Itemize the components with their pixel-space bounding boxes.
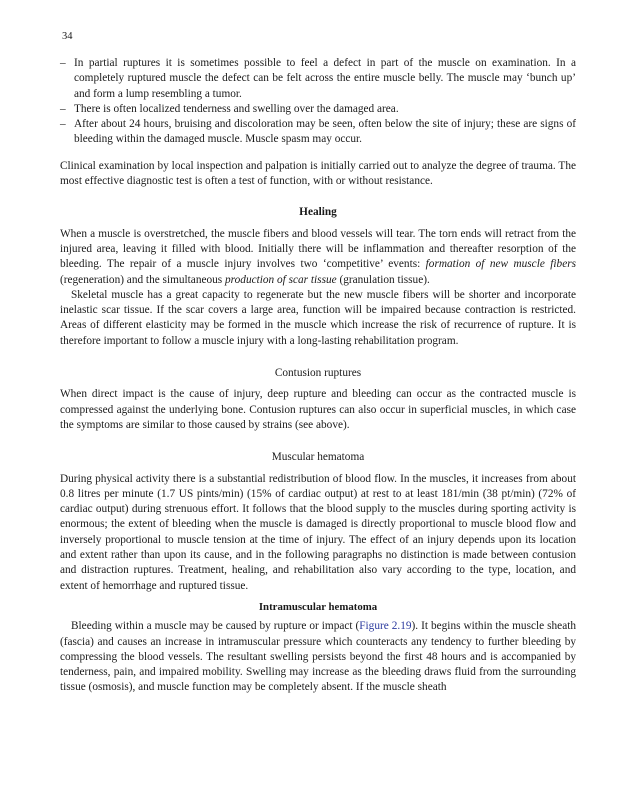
bullet-dash: – xyxy=(60,118,66,131)
section-heading-intramuscular: Intramuscular hematoma xyxy=(258,600,378,613)
text-run: (regeneration) and the simultaneous xyxy=(60,273,226,286)
bullet-item-2 xyxy=(60,102,576,117)
text-run: ). It begins within the muscle sheath (fascia) and causes an increase in intramuscular pressure which counteracts any tendency to further bleeding by compressing the blood vessels. The resultant swelling persists beyond the first 48 hours and is accompanied by tenderness, pain, and impaired mobility. Swelling may increase as the bleeding draws fluid from the surrounding tissue (osmosis), and muscle function may be completely absent. If the muscle sheath xyxy=(60,620,576,694)
section-heading-hematoma: Muscular hematoma xyxy=(271,451,365,464)
text-run: When a muscle is overstretched, the muscle fibers and blood vessels will tear. The torn ends will retract from the injured area, leaving it filled with blood. Initially there will be inflammation and thereafter resorption of the bleeding. The repair of a muscle injury involves two ‘competitive’ events: xyxy=(60,227,576,271)
bullet-item-1 xyxy=(60,56,576,102)
bullet-dash: – xyxy=(60,57,66,69)
contusion-paragraph: When direct impact is the cause of injury, deep rupture and bleeding can occur as the contracted muscle is compressed against the underlying bone. Contusion ruptures can also occur in superficial muscles, in which case the symptoms are similar to those caused by strains (see above). xyxy=(60,388,576,431)
healing-paragraph-2: Skeletal muscle has a great capacity to regenerate but the new muscle fibers will be shorter and incorporate inelastic scar tissue. If the scar covers a large area, function will be impaired because contraction is restricted. Areas of different elasticity may be formed in the muscle which increase the risk of recurrence of rupture. It is therefore important to follow a muscle injury with a long-lasting rehabilitation program. xyxy=(60,288,576,347)
intramuscular-paragraph xyxy=(60,619,576,695)
text-run: (granulation tissue). xyxy=(336,273,430,286)
figure-link[interactable]: Figure 2.19 xyxy=(359,620,412,633)
section-heading-healing: Healing xyxy=(299,206,337,219)
bullet-dash: – xyxy=(60,102,66,115)
bullet-text: There is often localized tenderness and swelling over the damaged area. xyxy=(74,102,399,115)
hematoma-paragraph: During physical activity there is a substantial redistribution of blood flow. In the muscles, it increases from about 0.8 litres per minute (1.7 US pints/min) (15% of cardiac output) at rest to at least 181/min (38 pt/min) (72% of cardiac output) during strenuous effort. It follows that the blood supply to the muscles during sporting activity is enormous; the extent of bleeding when the muscle is damaged is directly proportional to muscle blood flow and inversely proportional to muscle tension at the time of injury. The effect of an injury depends upon its location and extent rather than upon its cause, and in the following paragraphs no distinction is made between contusion and distraction ruptures. Treatment, healing, and rehabilitation also vary according to the type, location, and extent of hemorrhage and ruptured tissue. xyxy=(60,472,576,592)
text-run: Bleeding within a muscle may be caused by rupture or impact ( xyxy=(71,620,360,633)
section-heading-contusion: Contusion ruptures xyxy=(274,367,362,380)
bullet-item-3 xyxy=(60,117,576,148)
italic-run: formation of new muscle fibers xyxy=(425,258,576,271)
clinical-paragraph: Clinical examination by local inspection and palpation is initially carried out to analyze the degree of trauma. The most effective diagnostic test is often a test of function, with or without resistance. xyxy=(60,159,576,188)
page-number: 34 xyxy=(62,31,73,42)
bullet-text: After about 24 hours, bruising and discoloration may be seen, often below the site of injury; these are signs of bleeding within the damaged muscle. Muscle spasm may occur. xyxy=(74,118,576,146)
bullet-text: In partial ruptures it is sometimes possible to feel a defect in part of the muscle on examination. In a completely ruptured muscle the defect can be felt across the entire muscle belly. The muscle may ‘bunch up’ and form a lump resembling a tumor. xyxy=(74,57,576,100)
italic-run: production of scar tissue xyxy=(225,273,337,286)
page-body xyxy=(60,56,576,696)
healing-paragraph-1 xyxy=(60,227,576,288)
